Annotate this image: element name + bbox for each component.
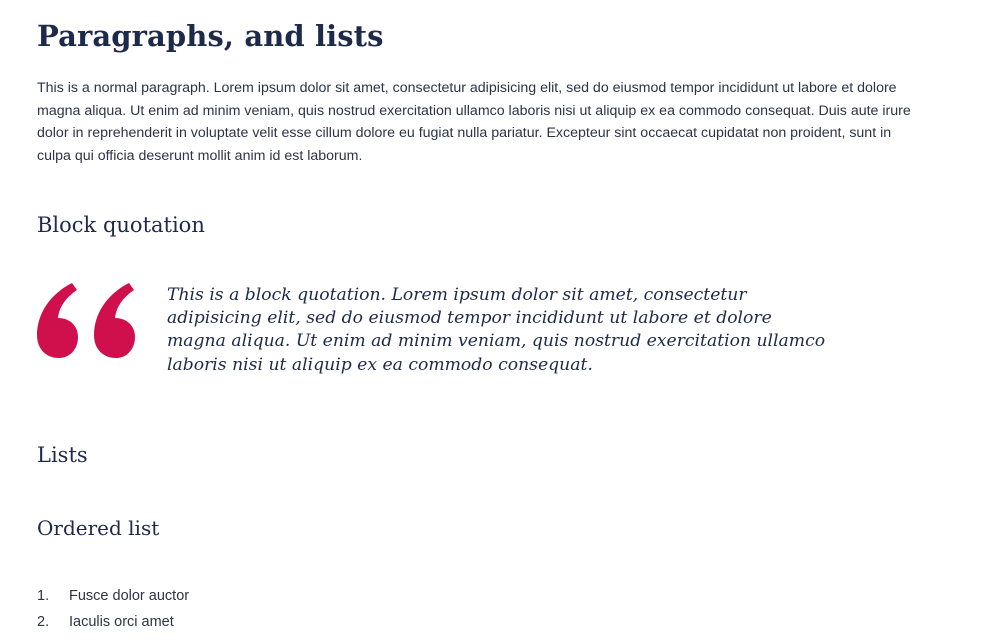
quote-mark-icon: [37, 282, 135, 358]
ordered-list: [37, 585, 189, 637]
lists-heading: Lists: [37, 443, 88, 467]
block-quote-text: This is a block quotation. Lorem ipsum dolor sit amet, consectetur adipisicing elit, sed do eiusmod tempor incididunt ut labore et dolore magna aliqua. Ut enim ad minim veniam, quis nostrud exercitation ullamco laboris nisi ut aliquip ex ea commodo consequat.: [167, 285, 826, 375]
list-item-label: Fusce dolor auctor: [69, 588, 190, 604]
list-item: [37, 611, 189, 637]
ordered-list-heading: Ordered list: [37, 516, 160, 540]
list-item-number: 1.: [37, 588, 50, 604]
list-item: [37, 585, 189, 611]
list-item-label: Iaculis orci amet: [69, 614, 174, 630]
page-title: Paragraphs, and lists: [37, 19, 384, 53]
block-quotation-heading: Block quotation: [37, 213, 205, 237]
intro-paragraph: This is a normal paragraph. Lorem ipsum dolor sit amet, consectetur adipisicing elit, sed do eiusmod tempor incididunt ut labore et dolore magna aliqua. Ut enim ad minim veniam, quis nostrud exercitation ullamco laboris nisi ut aliquip ex ea commodo consequat. Duis aute irure dolor in reprehenderit in voluptate velit esse cillum dolore eu fugiat nulla pariatur. Excepteur sint occaecat cupidatat non proident, sunt in culpa qui officia deserunt mollit anim id est laborum.: [37, 80, 911, 164]
list-item-number: 2.: [37, 614, 50, 630]
content-page: [37, 0, 967, 640]
